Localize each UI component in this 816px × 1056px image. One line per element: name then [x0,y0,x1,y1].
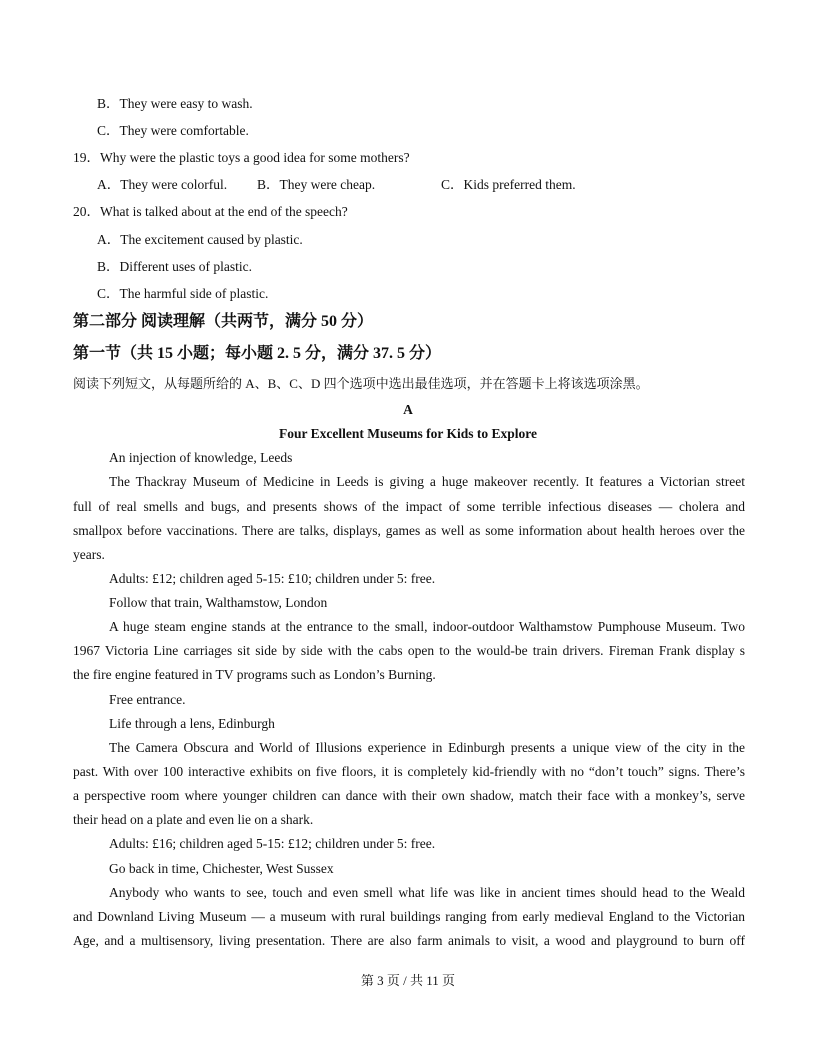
paragraph-line: years. [73,547,105,562]
option-20a: A．The excitement caused by plastic. [97,232,303,247]
instructions: 阅读下列短文，从每题所给的 A、B、C、D 四个选项中选出最佳选项，并在答题卡上将该选项涂黑。 [73,376,649,391]
paragraph-line: the fire engine featured in TV programs such as London’s Burning. [73,667,436,682]
price-line: Adults: £12; children aged 5-15: £10; children under 5: free. [109,571,436,586]
paragraph-line: The Camera Obscura and World of Illusions experience in Edinburgh presents a unique view of the city in the [109,740,745,755]
museum-heading: Life through a lens, Edinburgh [109,716,275,731]
passage-title: Four Excellent Museums for Kids to Explore [279,426,537,441]
price-line: Adults: £16; children aged 5-15: £12; children under 5: free. [109,836,436,851]
option-18c: C．They were comfortable. [97,123,249,138]
option-18b: B．They were easy to wash. [97,96,253,111]
paragraph-line: smallpox before vaccinations. There are talks, displays, games as well as some information about health heroes over the [73,523,745,538]
option-19a: A．They were colorful. [97,177,228,192]
museum-heading: Follow that train, Walthamstow, London [109,595,328,610]
paragraph-line: Age, and a multisensory, living presentation. There are also farm animals to visit, a wood and playground to burn off [73,933,745,948]
paragraph-line: past. With over 100 interactive exhibits on five floors, it is completely kid-friendly with no “don’t touch” signs. There’s [73,764,745,779]
passage-label: A [403,402,413,417]
paragraph-line: The Thackray Museum of Medicine in Leeds is giving a huge makeover recently. It features a Victorian street [109,474,745,489]
price-line: Free entrance. [109,692,186,707]
museum-heading: Go back in time, Chichester, West Sussex [109,861,334,876]
paragraph-line: full of real smells and bugs, and presents shows of the impact of some terrible infectious diseases — cholera and [73,499,745,514]
paragraph-line: their head on a plate and even lie on a shark. [73,812,314,827]
question-20: 20．What is talked about at the end of the speech? [73,204,348,219]
section1-heading: 第一节（共 15 小题；每小题 2. 5 分，满分 37. 5 分） [73,345,442,362]
option-19b: B．They were cheap. [257,177,376,192]
question-19: 19．Why were the plastic toys a good idea for some mothers? [73,150,410,165]
option-20c: C．The harmful side of plastic. [97,286,269,301]
option-19c: C．Kids preferred them. [441,177,576,192]
part2-heading: 第二部分 阅读理解（共两节，满分 50 分） [73,313,374,330]
page-footer: 第 3 页 / 共 11 页 [360,973,456,988]
paragraph-line: 1967 Victoria Line carriages sit side by side with the cabs open to the would-be train drivers. Fireman Frank display s [73,643,745,658]
paragraph-line: A huge steam engine stands at the entrance to the small, indoor-outdoor Walthamstow Pumphouse Museum. Two [109,619,745,634]
paragraph-line: Anybody who wants to see, touch and even smell what life was like in ancient times should head to the Weald [109,885,745,900]
paragraph-line: and Downland Living Museum — a museum with rural buildings ranging from early medieval England to the Victorian [73,909,745,924]
paragraph-line: a perspective room where younger children can dance with their own shadow, match their face with a monkey’s, serve [73,788,745,803]
museum-heading: An injection of knowledge, Leeds [109,450,293,465]
option-20b: B．Different uses of plastic. [97,259,252,274]
